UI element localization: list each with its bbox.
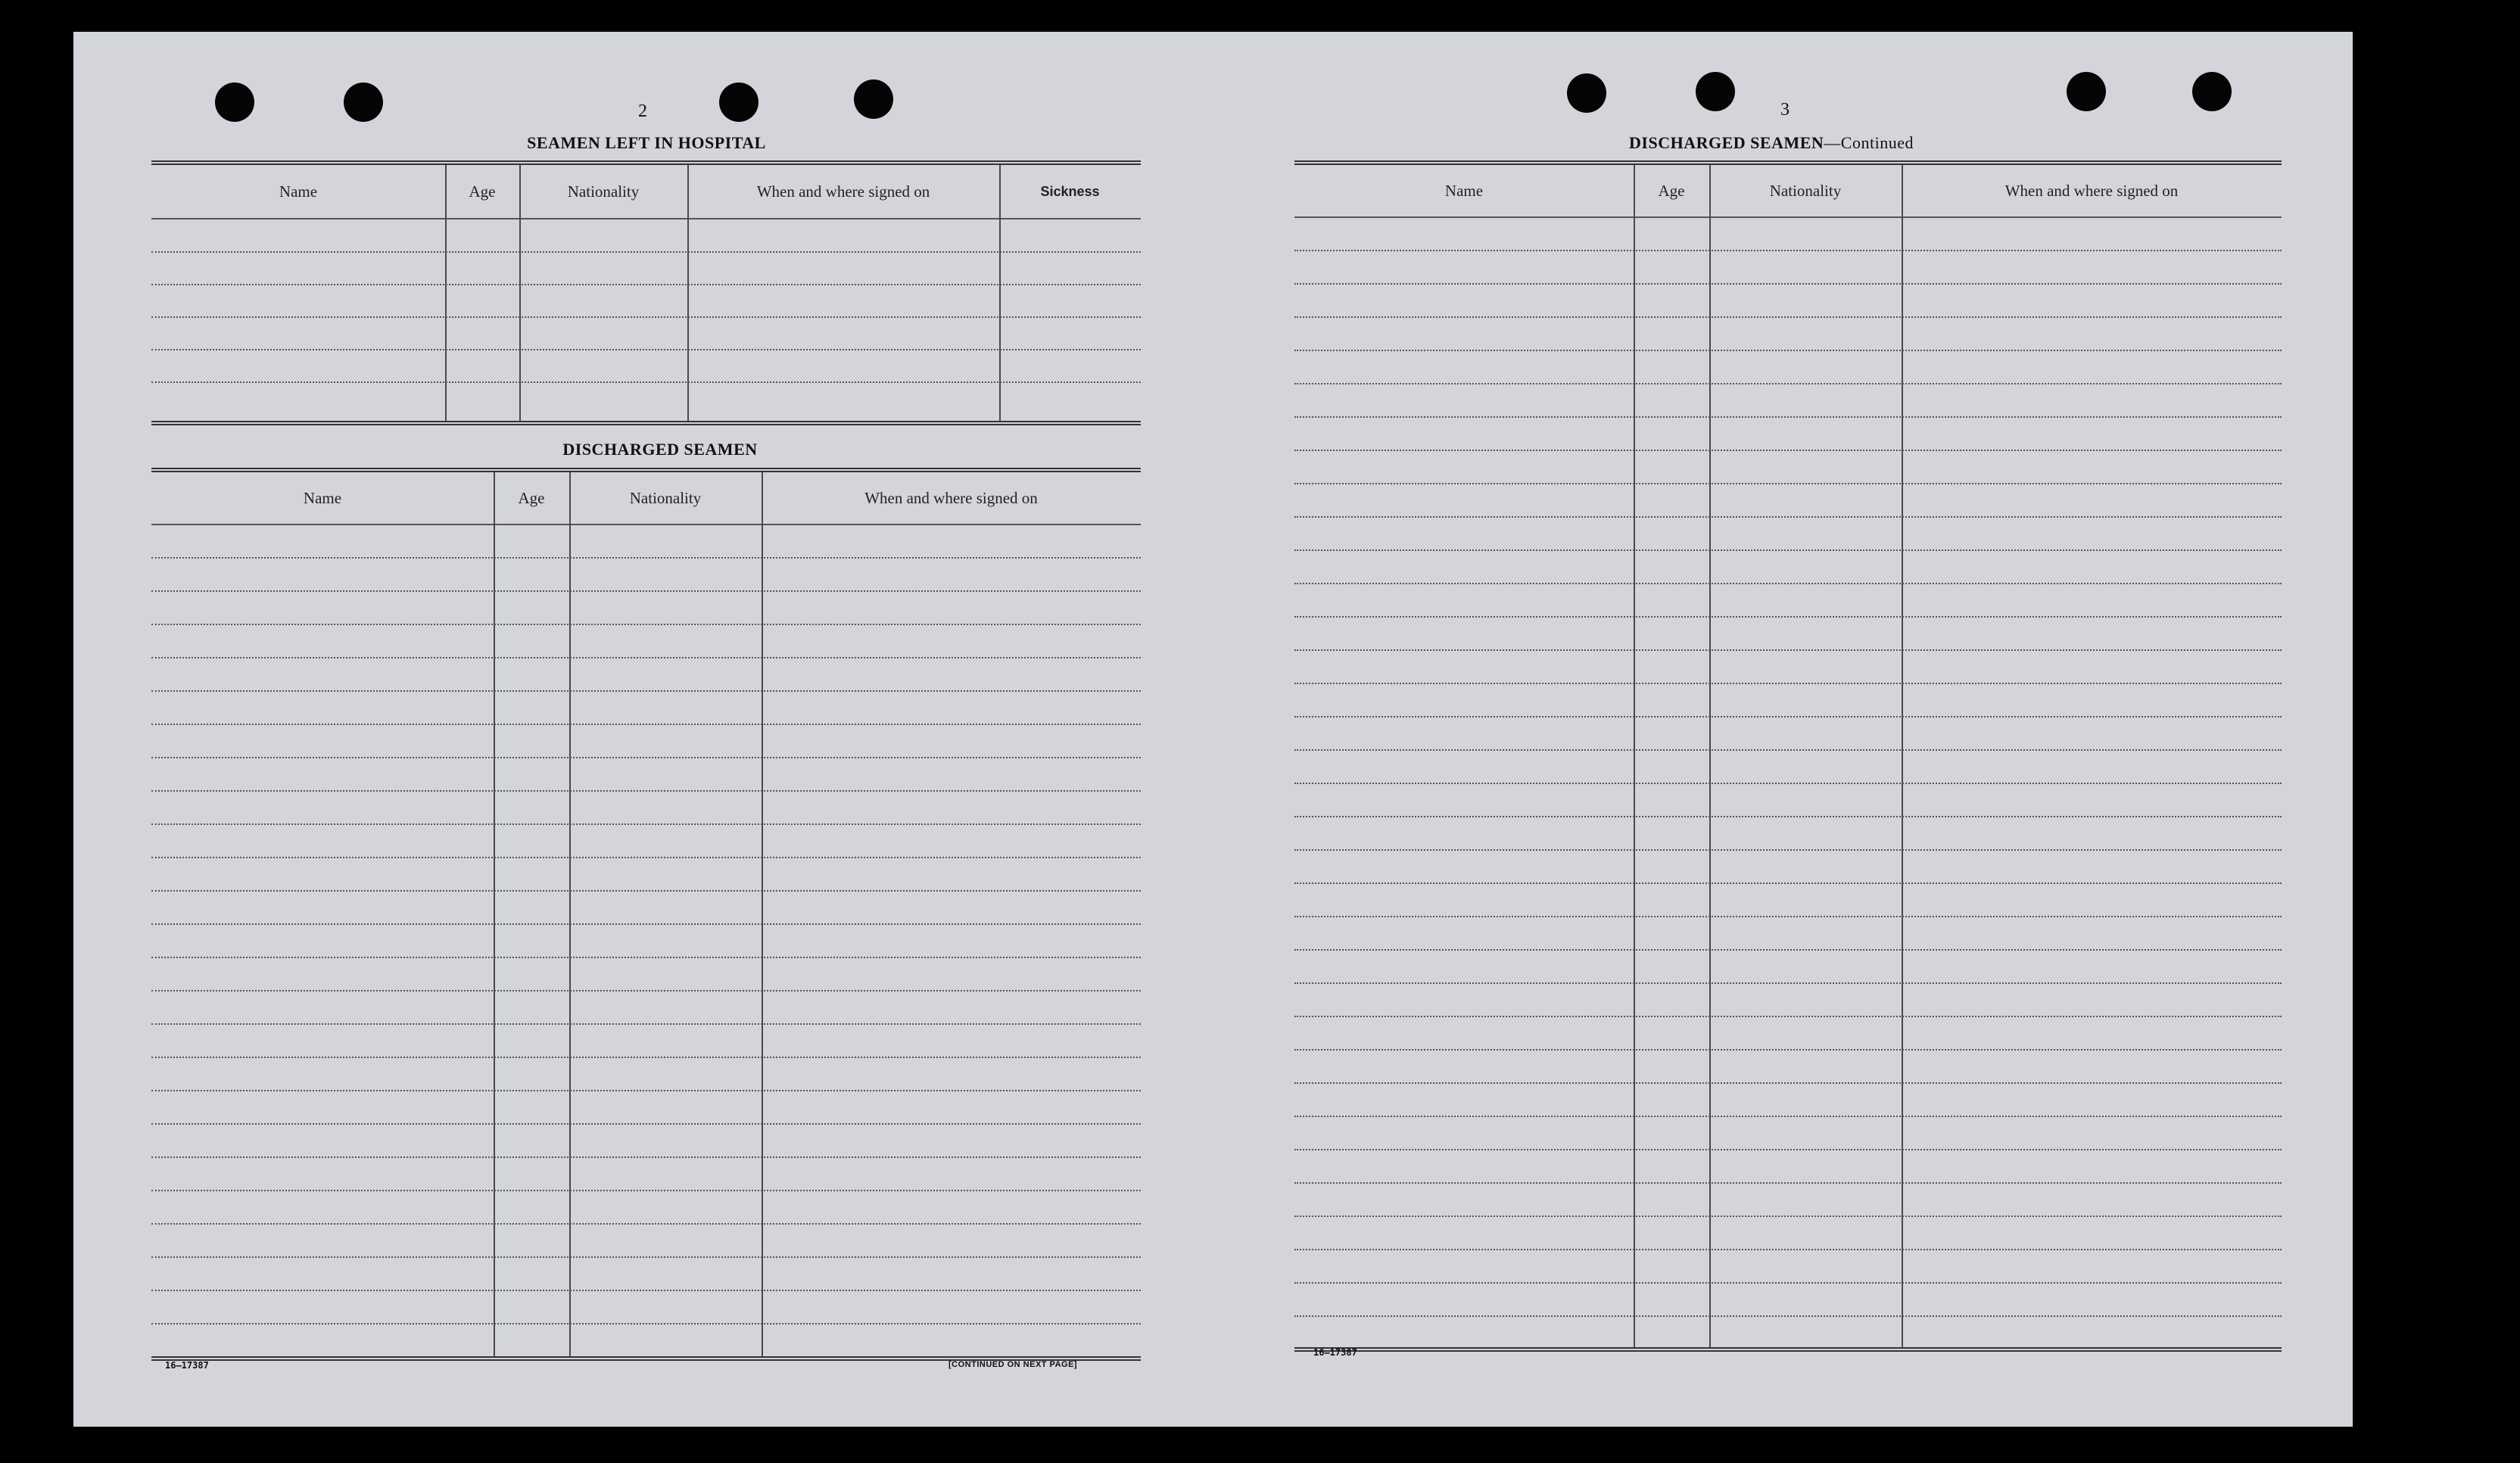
punch-hole [854,79,893,119]
punch-hole [1567,73,1606,113]
section-title-discharged: DISCHARGED SEAMEN [562,440,758,459]
entry-line [151,990,1141,991]
entry-line [1294,450,2282,451]
entry-line [1294,649,2282,651]
entry-line [1294,1315,2282,1317]
punch-hole [2067,72,2106,111]
entry-line [151,790,1141,792]
entry-line [151,957,1141,958]
entry-line [151,857,1141,858]
entry-line [151,1323,1141,1324]
entry-line [1294,949,2282,951]
column-header: Name [279,182,318,201]
discharged-continued-table [1294,160,2282,1352]
column-header: Nationality [629,488,702,507]
entry-line [1294,882,2282,884]
entry-line [1294,516,2282,518]
punch-hole [344,82,383,122]
entry-line [151,1057,1141,1058]
column-header: When and where signed on [2004,181,2179,200]
column-header: When and where signed on [756,182,930,201]
column-header: Name [303,488,342,507]
entry-line [1294,316,2282,318]
page-number: 3 [1780,100,1790,120]
entry-line [1294,1282,2282,1284]
entry-line [1294,350,2282,351]
entry-line [151,381,1141,383]
entry-line [1294,583,2282,584]
entry-line [151,823,1141,825]
section-title-suffix: —Continued [1824,133,1914,152]
entry-line [151,890,1141,892]
hospital-table [151,160,1141,425]
entry-line [151,349,1141,350]
entry-line [151,657,1141,658]
entry-line [151,690,1141,692]
page-number: 2 [638,101,647,121]
punch-hole [2192,72,2232,111]
entry-line [1294,1049,2282,1051]
entry-line [151,284,1141,285]
form-number: 16—17387 [165,1360,209,1371]
entry-line [151,316,1141,318]
entry-line [1294,1249,2282,1250]
discharged-table [151,468,1141,1361]
entry-line [151,724,1141,725]
column-divider [1634,165,1635,1347]
punch-hole [719,82,758,122]
entry-line [151,1256,1141,1258]
column-header: Nationality [1769,181,1842,200]
column-header: Nationality [567,182,640,201]
entry-line [1294,383,2282,384]
column-header: Age [469,182,496,201]
table-header [1294,165,2282,218]
entry-line [1294,716,2282,717]
column-header: Age [1658,181,1685,200]
entry-line [151,757,1141,758]
entry-line [1294,982,2282,984]
entry-line [1294,1149,2282,1150]
entry-line [1294,683,2282,684]
punch-hole [215,82,254,122]
table-header [151,165,1141,219]
entry-line [151,923,1141,925]
entry-line [151,590,1141,592]
column-header: Sickness [1040,183,1100,199]
column-header: Name [1444,181,1484,200]
entry-line [1294,483,2282,484]
entry-line [151,1090,1141,1091]
entry-line [1294,749,2282,751]
entry-line [1294,1216,2282,1217]
continued-note: [CONTINUED ON NEXT PAGE] [949,1360,1078,1369]
entry-line [1294,916,2282,917]
form-number: 16—17387 [1313,1347,1357,1358]
entry-line [151,1223,1141,1225]
entry-line [151,251,1141,253]
section-title-text: DISCHARGED SEAMEN [1629,133,1824,152]
column-divider [1709,165,1711,1347]
column-divider [1902,165,1903,1347]
entry-line [1294,1182,2282,1184]
entry-line [151,624,1141,625]
entry-line [151,1290,1141,1291]
entry-line [1294,250,2282,251]
column-header: Age [518,488,545,507]
entry-line [151,1123,1141,1125]
column-header: When and where signed on [864,488,1038,507]
section-title-discharged-continued [1629,133,1914,153]
entry-line [151,1023,1141,1025]
entry-line [1294,816,2282,817]
entry-line [1294,283,2282,285]
entry-line [1294,1082,2282,1084]
section-title-hospital: SEAMEN LEFT IN HOSPITAL [527,133,766,152]
entry-line [151,1156,1141,1158]
entry-line [1294,783,2282,784]
entry-line [1294,1116,2282,1117]
entry-line [151,1190,1141,1191]
entry-line [1294,416,2282,418]
punch-hole [1696,72,1735,111]
table-header [151,472,1141,525]
entry-line [1294,849,2282,851]
entry-line [1294,616,2282,618]
entry-line [1294,549,2282,551]
entry-line [1294,1016,2282,1017]
entry-line [151,557,1141,559]
